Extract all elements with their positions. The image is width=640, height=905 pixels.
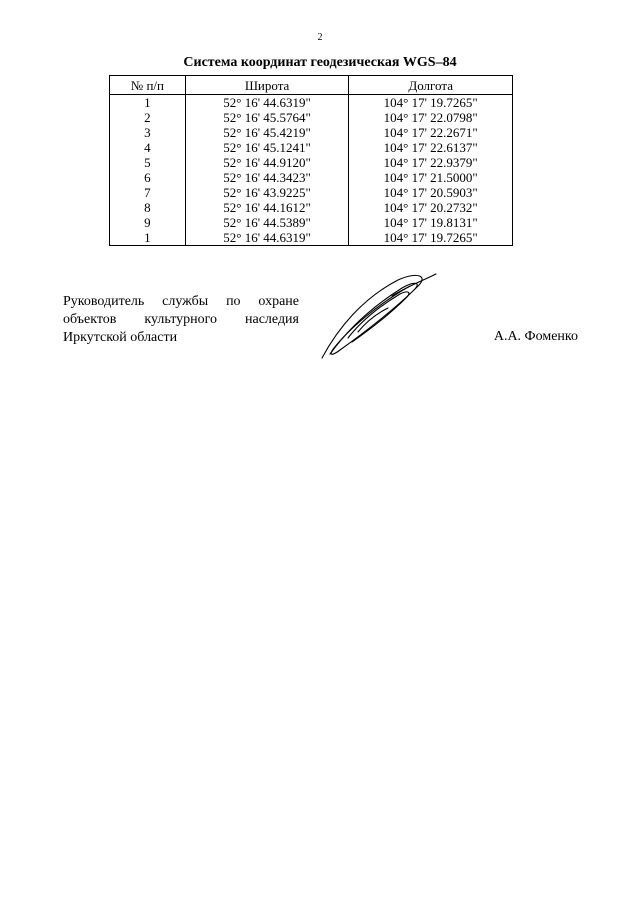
table-row — [110, 185, 513, 200]
cell-latitude: 52° 16' 44.6319" — [185, 95, 349, 111]
table-row — [110, 125, 513, 140]
cell-longitude: 104° 17' 21.5000" — [349, 170, 513, 185]
cell-latitude: 52° 16' 44.9120" — [185, 155, 349, 170]
table-row — [110, 200, 513, 215]
table-row — [110, 170, 513, 185]
cell-number: 9 — [110, 215, 186, 230]
cell-longitude: 104° 17' 20.2732" — [349, 200, 513, 215]
signer-title-line: Иркутской области — [63, 330, 178, 345]
cell-latitude: 52° 16' 45.5764" — [185, 110, 349, 125]
cell-longitude: 104° 17' 19.7265" — [349, 230, 513, 246]
table-title: Система координат геодезическая WGS–84 — [183, 55, 457, 70]
table-row — [110, 230, 513, 246]
cell-latitude: 52° 16' 44.1612" — [185, 200, 349, 215]
header-longitude: Долгота — [349, 76, 513, 95]
signer-title — [63, 293, 299, 347]
page-number: 2 — [317, 32, 323, 43]
cell-latitude: 52° 16' 44.5389" — [185, 215, 349, 230]
cell-latitude: 52° 16' 44.3423" — [185, 170, 349, 185]
handwritten-signature — [318, 268, 438, 363]
coordinates-table — [109, 75, 513, 246]
cell-number: 2 — [110, 110, 186, 125]
table-header-row — [110, 76, 513, 95]
cell-latitude: 52° 16' 45.4219" — [185, 125, 349, 140]
cell-longitude: 104° 17' 22.2671" — [349, 125, 513, 140]
cell-longitude: 104° 17' 22.0798" — [349, 110, 513, 125]
cell-number: 3 — [110, 125, 186, 140]
cell-longitude: 104° 17' 19.8131" — [349, 215, 513, 230]
cell-latitude: 52° 16' 43.9225" — [185, 185, 349, 200]
cell-longitude: 104° 17' 19.7265" — [349, 95, 513, 111]
table-row — [110, 215, 513, 230]
cell-number: 6 — [110, 170, 186, 185]
cell-latitude: 52° 16' 45.1241" — [185, 140, 349, 155]
cell-number: 4 — [110, 140, 186, 155]
cell-number: 7 — [110, 185, 186, 200]
table-row — [110, 95, 513, 111]
cell-longitude: 104° 17' 22.6137" — [349, 140, 513, 155]
cell-number: 1 — [110, 95, 186, 111]
cell-number: 5 — [110, 155, 186, 170]
cell-number: 8 — [110, 200, 186, 215]
signer-title-line: Руководитель службы по охране — [63, 294, 299, 309]
signer-title-line: объектов культурного наследия — [63, 312, 299, 327]
header-latitude: Широта — [185, 76, 349, 95]
table-row — [110, 155, 513, 170]
table-row — [110, 110, 513, 125]
cell-longitude: 104° 17' 20.5903" — [349, 185, 513, 200]
table-row — [110, 140, 513, 155]
cell-longitude: 104° 17' 22.9379" — [349, 155, 513, 170]
cell-number: 1 — [110, 230, 186, 246]
signer-name: А.А. Фоменко — [493, 329, 578, 344]
header-number: № п/п — [110, 76, 186, 95]
cell-latitude: 52° 16' 44.6319" — [185, 230, 349, 246]
